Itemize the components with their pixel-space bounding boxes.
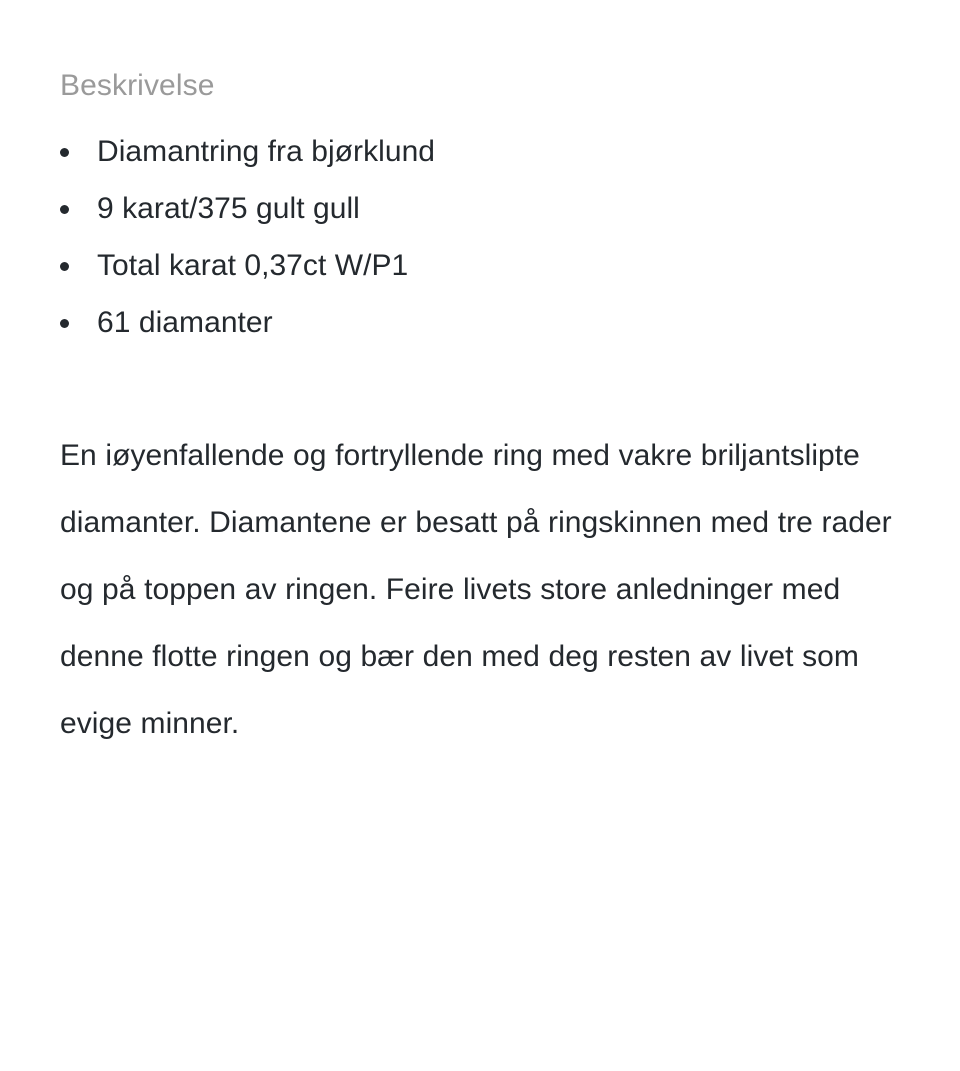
bullet-point-icon (60, 148, 69, 157)
list-item-label: Total karat 0,37ct W/P1 (97, 249, 409, 282)
section-heading-beskrivelse: Beskrivelse (60, 69, 215, 102)
list-item (60, 133, 900, 190)
list-item (60, 304, 900, 361)
bullet-point-icon (60, 262, 69, 271)
bullet-point-icon (60, 205, 69, 214)
list-item (60, 247, 900, 304)
list-item (60, 190, 900, 247)
list-item-label: 61 diamanter (97, 306, 273, 339)
list-item-label: 9 karat/375 gult gull (97, 192, 360, 225)
product-spec-list (60, 133, 900, 361)
description-paragraph: En iøyenfallende og fortryllende ring med vakre briljantslipte diamanter. Diamantene er besatt på ringskinnen med tre rader og på toppen av ringen. Feire livets store anledninger med denne flotte ringen og bær den med deg resten av livet som evige minner. (60, 439, 892, 740)
list-item-label: Diamantring fra bjørklund (97, 135, 436, 168)
bullet-point-icon (60, 319, 69, 328)
